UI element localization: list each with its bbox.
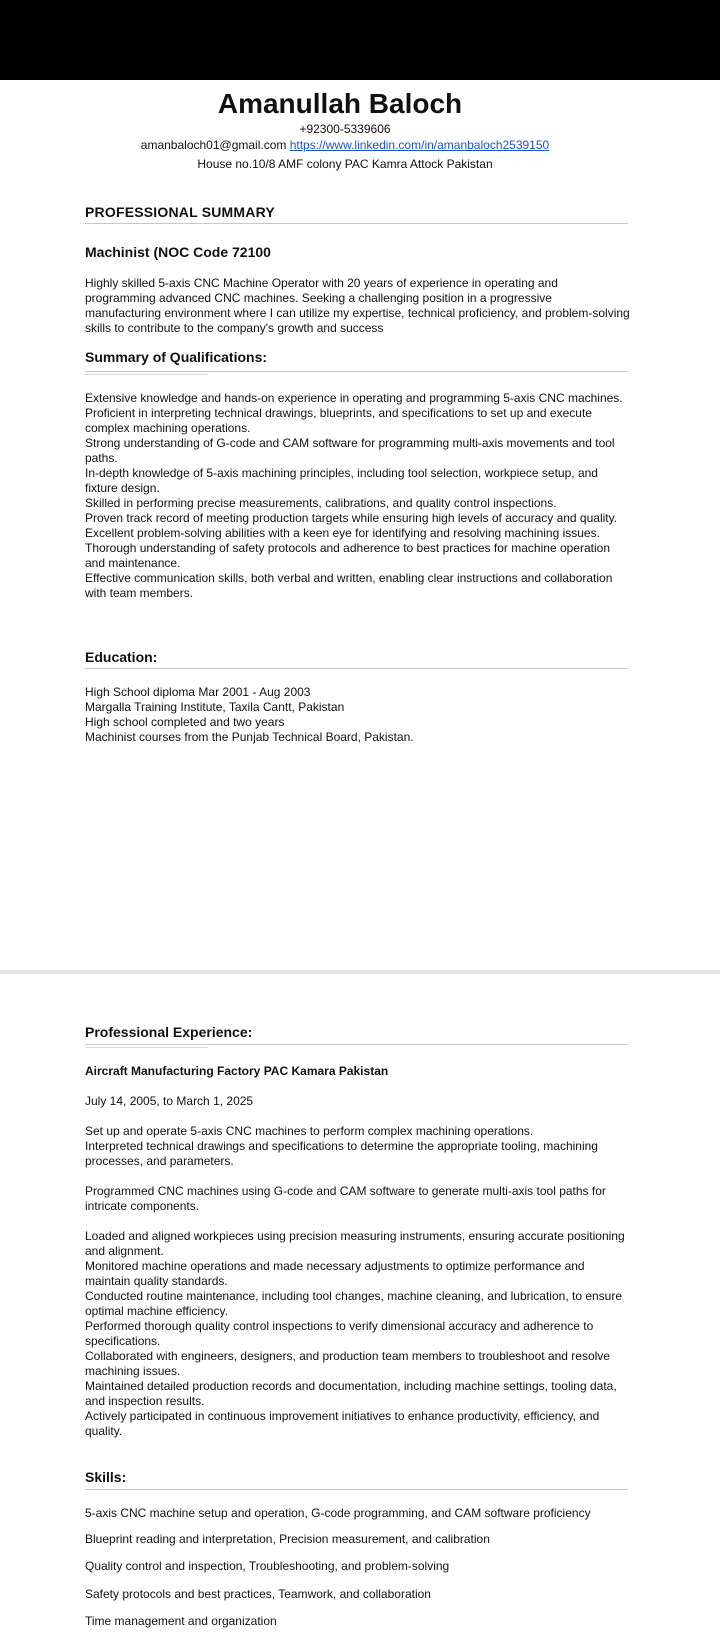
skill-item: Time management and organization [85, 1614, 277, 1628]
skill-item: Blueprint reading and interpretation, Precision measurement, and calibration [85, 1532, 490, 1546]
contact-line [0, 137, 690, 153]
list-item: In-depth knowledge of 5-axis machining principles, including tool selection, workpiece setup, and fixture design. [85, 466, 598, 495]
skills-heading: Skills: [85, 1469, 127, 1485]
employment-dates: July 14, 2005, to March 1, 2025 [85, 1094, 254, 1108]
section-divider-short [85, 1047, 208, 1048]
list-item: Margalla Training Institute, Taxila Cantt, Pakistan [85, 700, 345, 714]
list-item: Proficient in interpreting technical drawings, blueprints, and specifications to set up and execute complex machining operations. [85, 406, 592, 435]
list-item: Proven track record of meeting production targets while ensuring high levels of accuracy and quality. [85, 511, 618, 525]
skill-item: Quality control and inspection, Troubleshooting, and problem-solving [85, 1559, 450, 1573]
list-item: Programmed CNC machines using G-code and CAM software to generate multi-axis tool paths for intricate components. [85, 1184, 606, 1213]
phone-number: +92300-5339606 [299, 122, 391, 136]
list-item: Thorough understanding of safety protocols and adherence to best practices for machine operation and maintenance. [85, 541, 610, 570]
address: House no.10/8 AMF colony PAC Kamra Attock Pakistan [197, 157, 493, 171]
qualifications-list [85, 391, 630, 601]
list-item: Interpreted technical drawings and specifications to determine the appropriate tooling, machining processes, and parameters. [85, 1139, 598, 1168]
section-divider-short [85, 374, 208, 375]
email-address[interactable]: amanbaloch01@gmail.com [140, 138, 287, 152]
section-divider [85, 668, 628, 669]
list-item: Actively participated in continuous improvement initiatives to enhance productivity, efficiency, and quality. [85, 1409, 600, 1438]
skill-item: Safety protocols and best practices, Teamwork, and collaboration [85, 1587, 431, 1601]
section-divider [85, 1044, 628, 1045]
list-item: Skilled in performing precise measurements, calibrations, and quality control inspections. [85, 496, 557, 510]
list-item: Loaded and aligned workpieces using precision measuring instruments, ensuring accurate positioning and alignment. [85, 1229, 625, 1258]
candidate-name: Amanullah Baloch [217, 88, 463, 119]
education-list [85, 685, 630, 745]
qualifications-heading: Summary of Qualifications: [85, 349, 268, 365]
education-heading: Education: [85, 649, 158, 665]
list-item: High school completed and two years [85, 715, 285, 729]
list-item: Strong understanding of G-code and CAM software for programming multi-axis movements and tool paths. [85, 436, 615, 465]
list-item: Effective communication skills, both verbal and written, enabling clear instructions and collaboration with team members. [85, 571, 613, 600]
list-item: Set up and operate 5-axis CNC machines to perform complex machining operations. [85, 1124, 534, 1138]
linkedin-link[interactable]: https://www.linkedin.com/in/amanbaloch2539150 [289, 138, 550, 152]
employer-name: Aircraft Manufacturing Factory PAC Kamara Pakistan [85, 1064, 389, 1078]
list-item: Excellent problem-solving abilities with a keen eye for identifying and resolving machining issues. [85, 526, 600, 540]
list-item: High School diploma Mar 2001 - Aug 2003 [85, 685, 311, 699]
list-item: Machinist courses from the Punjab Technical Board, Pakistan. [85, 730, 414, 744]
summary-heading: PROFESSIONAL SUMMARY [85, 204, 275, 220]
list-item: Performed thorough quality control inspections to verify dimensional accuracy and adherence to specifications. [85, 1319, 594, 1348]
list-item: Extensive knowledge and hands-on experience in operating and programming 5-axis CNC machines. [85, 391, 623, 405]
experience-list [85, 1124, 630, 1439]
list-item: Conducted routine maintenance, including tool changes, machine cleaning, and lubrication, to ensure optimal machine efficiency. [85, 1289, 623, 1318]
summary-text: Highly skilled 5-axis CNC Machine Operator with 20 years of experience in operating and programming advanced CNC machines. Seeking a challenging position in a progressive manufacturing environment where I can utilize my expertise, technical proficiency, and problem-solving skills to contribute to the company's growth and success [85, 276, 630, 335]
section-divider [85, 1489, 628, 1490]
list-item: Collaborated with engineers, designers, and production team members to troubleshoot and resolve machining issues. [85, 1349, 610, 1378]
list-item: Monitored machine operations and made necessary adjustments to optimize performance and maintain quality standards. [85, 1259, 585, 1288]
top-black-bar [0, 0, 720, 80]
section-divider [85, 223, 628, 224]
experience-heading: Professional Experience: [85, 1024, 253, 1040]
role-title: Machinist (NOC Code 72100 [85, 244, 271, 260]
section-divider [85, 371, 628, 372]
list-item: Maintained detailed production records and documentation, including machine settings, tooling data, and inspection results. [85, 1379, 617, 1408]
page-break [0, 970, 720, 974]
skill-item: 5-axis CNC machine setup and operation, G-code programming, and CAM software proficiency [85, 1506, 591, 1520]
